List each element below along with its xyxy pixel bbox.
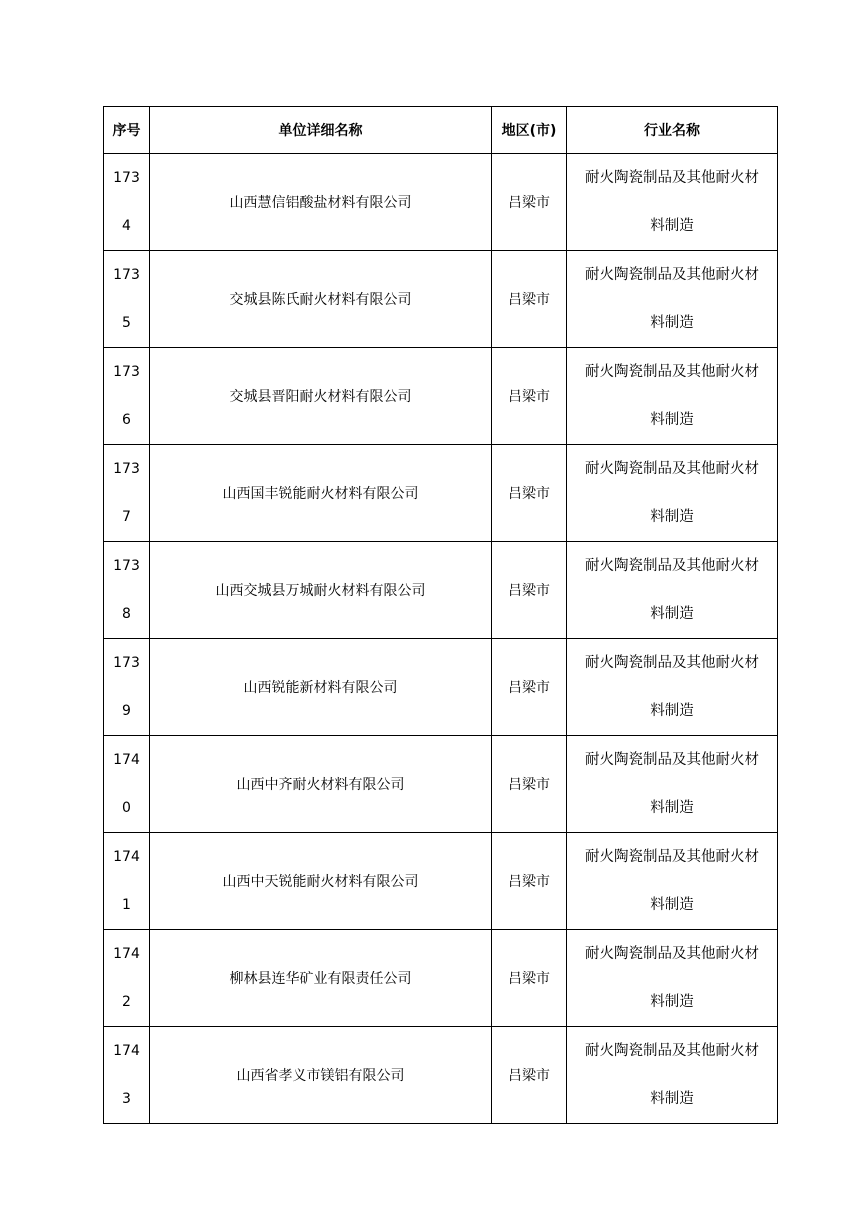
company-name-cell: [150, 1027, 492, 1124]
serial-cell: [104, 348, 150, 445]
region-cell: [492, 542, 567, 639]
region: 吕梁市: [508, 583, 550, 599]
region: 吕梁市: [508, 292, 550, 308]
table-row: [104, 348, 778, 445]
company-name-cell: [150, 542, 492, 639]
company-name-cell: [150, 639, 492, 736]
industry-cell: [567, 445, 778, 542]
industry-cell: [567, 930, 778, 1027]
industry: 耐火陶瓷制品及其他耐火材料制造: [585, 461, 759, 525]
industry: 耐火陶瓷制品及其他耐火材料制造: [585, 267, 759, 331]
region: 吕梁市: [508, 389, 550, 405]
serial-cell: [104, 930, 150, 1027]
company-name: 柳林县连华矿业有限责任公司: [229, 971, 412, 987]
company-name-cell: [150, 154, 492, 251]
table-header-row: [104, 107, 778, 154]
serial-number: 1734: [113, 170, 140, 234]
industry-cell: [567, 1027, 778, 1124]
serial-cell: [104, 736, 150, 833]
serial-cell: [104, 1027, 150, 1124]
region-cell: [492, 833, 567, 930]
region: 吕梁市: [508, 1068, 550, 1084]
region-cell: [492, 348, 567, 445]
serial-number: 1737: [113, 461, 140, 525]
region: 吕梁市: [508, 195, 550, 211]
industry: 耐火陶瓷制品及其他耐火材料制造: [585, 655, 759, 719]
region: 吕梁市: [508, 777, 550, 793]
serial-number: 1738: [113, 558, 140, 622]
serial-number: 1740: [113, 752, 140, 816]
region: 吕梁市: [508, 971, 550, 987]
serial-number: 1735: [113, 267, 140, 331]
company-name: 交城县晋阳耐火材料有限公司: [229, 389, 412, 405]
company-name-cell: [150, 251, 492, 348]
company-name: 山西交城县万城耐火材料有限公司: [215, 583, 426, 599]
header-region: 地区(市): [492, 107, 567, 154]
header-serial: 序号: [104, 107, 150, 154]
region: 吕梁市: [508, 680, 550, 696]
serial-cell: [104, 154, 150, 251]
table-row: [104, 251, 778, 348]
industry: 耐火陶瓷制品及其他耐火材料制造: [585, 752, 759, 816]
serial-cell: [104, 639, 150, 736]
serial-cell: [104, 445, 150, 542]
table-row: [104, 639, 778, 736]
region-cell: [492, 736, 567, 833]
region-cell: [492, 251, 567, 348]
industry: 耐火陶瓷制品及其他耐火材料制造: [585, 946, 759, 1010]
table-row: [104, 930, 778, 1027]
company-name-cell: [150, 445, 492, 542]
industry-cell: [567, 251, 778, 348]
region-cell: [492, 639, 567, 736]
table-row: [104, 154, 778, 251]
table-row: [104, 833, 778, 930]
company-name: 山西锐能新材料有限公司: [243, 680, 398, 696]
serial-number: 1739: [113, 655, 140, 719]
serial-number: 1742: [113, 946, 140, 1010]
company-name-cell: [150, 930, 492, 1027]
serial-number: 1743: [113, 1043, 140, 1107]
industry: 耐火陶瓷制品及其他耐火材料制造: [585, 170, 759, 234]
table-row: [104, 542, 778, 639]
company-name: 山西慧信铝酸盐材料有限公司: [229, 195, 412, 211]
company-name-cell: [150, 736, 492, 833]
company-name-cell: [150, 833, 492, 930]
serial-number: 1736: [113, 364, 140, 428]
serial-cell: [104, 251, 150, 348]
table-row: [104, 736, 778, 833]
industry: 耐火陶瓷制品及其他耐火材料制造: [585, 849, 759, 913]
industry-cell: [567, 542, 778, 639]
industry-cell: [567, 833, 778, 930]
region-cell: [492, 930, 567, 1027]
region: 吕梁市: [508, 486, 550, 502]
region-cell: [492, 154, 567, 251]
company-name: 山西中齐耐火材料有限公司: [236, 777, 405, 793]
industry: 耐火陶瓷制品及其他耐火材料制造: [585, 1043, 759, 1107]
industry-cell: [567, 348, 778, 445]
region-cell: [492, 445, 567, 542]
region: 吕梁市: [508, 874, 550, 890]
industry: 耐火陶瓷制品及其他耐火材料制造: [585, 364, 759, 428]
header-company-name: 单位详细名称: [150, 107, 492, 154]
serial-cell: [104, 542, 150, 639]
company-name: 山西省孝义市镁铝有限公司: [236, 1068, 405, 1084]
industry-cell: [567, 639, 778, 736]
industry-cell: [567, 154, 778, 251]
enterprise-table: [103, 106, 778, 1124]
serial-number: 1741: [113, 849, 140, 913]
header-industry: 行业名称: [567, 107, 778, 154]
company-name: 交城县陈氏耐火材料有限公司: [229, 292, 412, 308]
table-row: [104, 445, 778, 542]
industry-cell: [567, 736, 778, 833]
region-cell: [492, 1027, 567, 1124]
serial-cell: [104, 833, 150, 930]
table-row: [104, 1027, 778, 1124]
company-name: 山西中天锐能耐火材料有限公司: [222, 874, 419, 890]
company-name-cell: [150, 348, 492, 445]
industry: 耐火陶瓷制品及其他耐火材料制造: [585, 558, 759, 622]
company-name: 山西国丰锐能耐火材料有限公司: [222, 486, 419, 502]
